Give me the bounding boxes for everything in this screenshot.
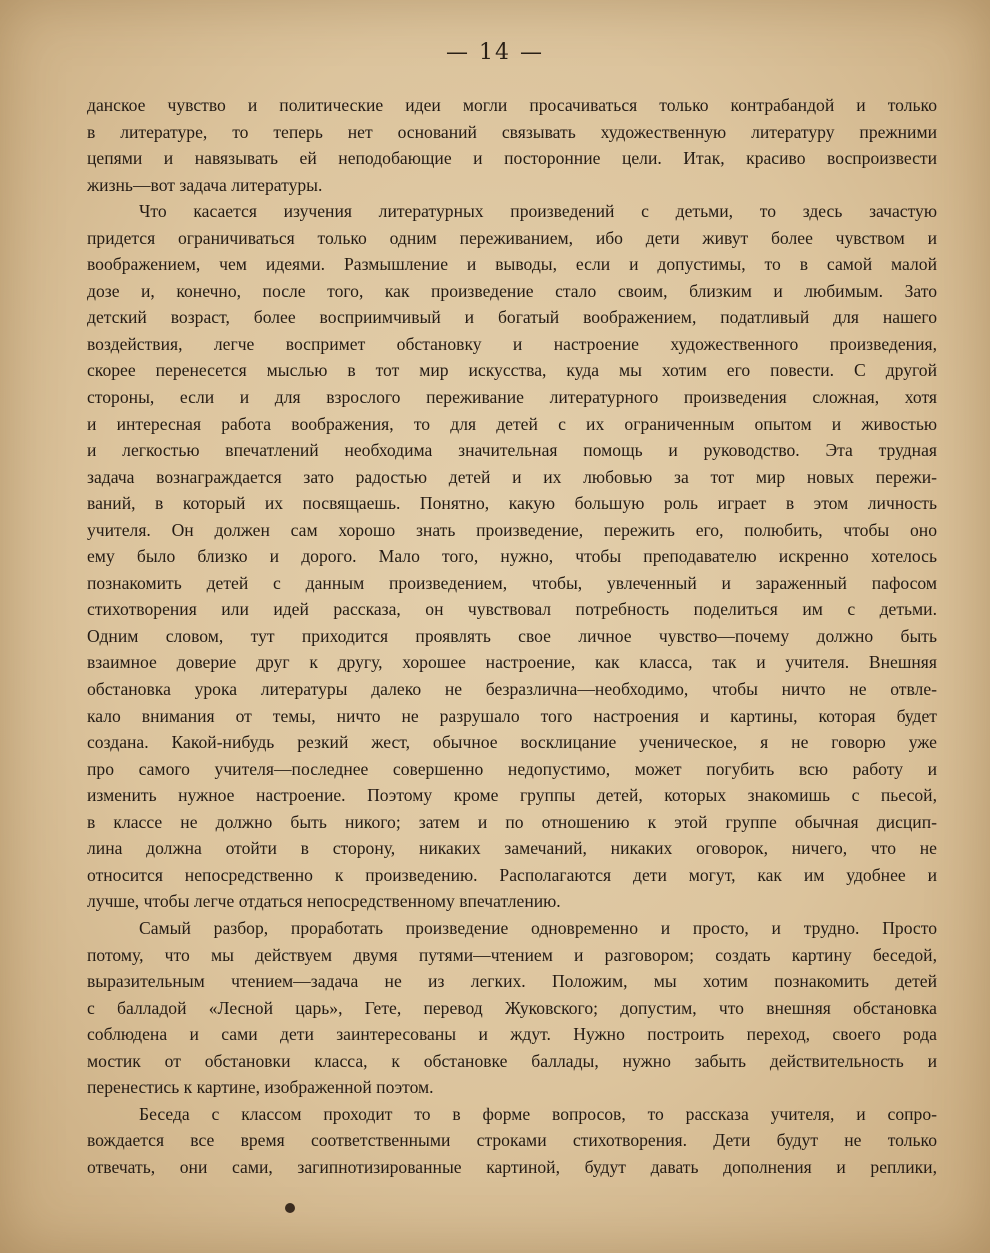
text-line: лина должна отойти в сторону, никаких замечаний, никаких оговорок, ничего, что не [87, 838, 937, 859]
text-line: ваний, в который их посвящаешь. Понятно, какую большую роль играет в этом личность [87, 493, 937, 514]
text-line: взаимное доверие друг к другу, хорошее настроение, как класса, так и учителя. Внешняя [87, 652, 937, 673]
text-line: ему было близко и дорого. Мало того, нужно, чтобы преподавателю искренно хотелось [87, 546, 937, 567]
text-line: в классе не должно быть никого; затем и по отношению к этой группе обычная дисцип- [87, 811, 937, 832]
text-line: Одним словом, тут приходится проявлять свое личное чувство—почему должно быть [87, 625, 937, 646]
text-line: стихотворения или идей рассказа, он чувствовал потребность поделиться им с детьми. [87, 599, 937, 620]
text-line: про самого учителя—последнее совершенно недопустимо, может погубить всю работу и [87, 758, 937, 779]
paragraph-start-line: Самый разбор, проработать произведение одновременно и просто, и трудно. Просто [139, 917, 937, 938]
text-line: кало внимания от темы, ничто не разрушало того настроения и картины, которая будет [87, 705, 937, 726]
text-line: создана. Какой-нибудь резкий жест, обычное восклицание ученическое, я не говорю уже [87, 732, 937, 753]
paragraph-start-line: Что касается изучения литературных произведений с детьми, то здесь зачастую [139, 201, 937, 222]
text-line: и интересная работа воображения, то для детей с их ограниченным опытом и живостью [87, 413, 937, 434]
text-line: дозе и, конечно, после того, как произведение стало своим, близким и любимым. Зато [87, 280, 937, 301]
text-line: и легкостью впечатлений необходима значительная помощь и руководство. Эта трудная [87, 440, 937, 461]
text-line: потому, что мы действуем двумя путями—чтением и разговором; создать картину беседой, [87, 944, 937, 965]
text-line: учителя. Он должен сам хорошо знать произведение, пережить его, полюбить, чтобы оно [87, 519, 937, 540]
text-line: задача вознаграждается зато радостью детей и их любовью за тот мир новых пережи- [87, 466, 937, 487]
text-line: с балладой «Лесной царь», Гете, перевод Жуковского; допустим, что внешняя обстановка [87, 997, 937, 1018]
text-line: выразительным чтением—задача не из легких. Положим, мы хотим познакомить детей [87, 971, 937, 992]
ink-spot [285, 1203, 295, 1213]
text-line: скорее перенесется мыслью в тот мир искусства, куда мы хотим его повести. С другой [87, 360, 937, 381]
text-line: данское чувство и политические идеи могли просачиваться только контрабандой и только [87, 95, 937, 115]
text-line: в литературе, то теперь нет оснований связывать художественную литературу прежними [87, 121, 937, 142]
page-number: — 14 — [446, 40, 544, 65]
text-line: познакомить детей с данным произведением, чтобы, увлеченный и зараженный пафосом [87, 572, 937, 593]
text-line: воздействия, легче воспримет обстановку и настроение художественного произведения, [87, 333, 937, 354]
text-line: лучше, чтобы легче отдаться непосредственному впечатлению. [87, 891, 561, 912]
text-line: жизнь—вот задача литературы. [87, 174, 323, 195]
text-line: относится непосредственно к произведению. Располагаются дети могут, как им удобнее и [87, 864, 937, 885]
body-text [87, 92, 937, 1180]
text-line: воображением, чем идеями. Размышление и выводы, если и допустимы, то в самой малой [87, 254, 937, 275]
text-line: соблюдена и сами дети заинтересованы и ждут. Нужно построить переход, своего рода [87, 1024, 937, 1045]
text-line: отвечать, они сами, загипнотизированные картиной, будут давать дополнения и реплики, [87, 1156, 937, 1177]
text-line: изменить нужное настроение. Поэтому кроме группы детей, которых знакомишь с пьесой, [87, 785, 937, 806]
text-line: придется ограничиваться только одним переживанием, ибо дети живут более чувством и [87, 227, 937, 248]
paragraph-start-line: Беседа с классом проходит то в форме вопросов, то рассказа учителя, и сопро- [139, 1103, 937, 1124]
text-line: перенестись к картине, изображенной поэтом. [87, 1077, 434, 1098]
text-line: детский возраст, более восприимчивый и богатый воображением, податливый для нашего [87, 307, 937, 328]
text-line: обстановка урока литературы далеко не безразлична—необходимо, чтобы ничто не отвле- [87, 679, 937, 700]
text-line: вождается все время соответственными строками стихотворения. Дети будут не только [87, 1130, 937, 1151]
text-line: цепями и навязывать ей неподобающие и посторонние цели. Итак, красиво воспроизвести [87, 148, 937, 169]
text-line: мостик от обстановки класса, к обстановке баллады, нужно забыть действительность и [87, 1050, 937, 1071]
text-line: стороны, если и для взрослого переживание литературного произведения сложная, хотя [87, 387, 937, 408]
